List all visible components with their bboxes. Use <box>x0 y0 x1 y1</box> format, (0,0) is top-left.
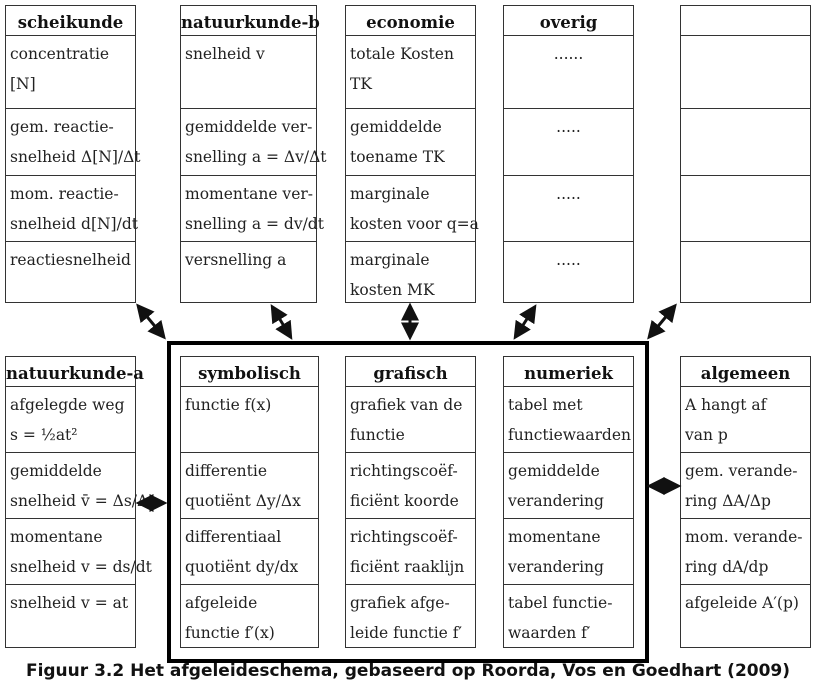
numeriek-cell-1: tabel met functiewaarden <box>508 396 631 444</box>
symbolisch-header: symbolisch <box>181 357 318 387</box>
natuurkunde-b-cell-2: gemiddelde ver- snelling a = Δv/Δt <box>181 108 316 175</box>
empty-cell-2 <box>681 108 810 175</box>
algemeen-cell-2: gem. verande- ring ΔA/Δp <box>681 452 810 518</box>
economie-cell-3: marginale kosten voor q=a <box>346 175 475 241</box>
natuurkunde-a-cell-1: afgelegde weg s = ½at² <box>10 396 125 444</box>
overig-cell-3: ..... <box>504 175 633 241</box>
numeriek-cell-4: tabel functie- waarden f′ <box>504 584 633 648</box>
natuurkunde-a-cell-2: gemiddelde snelheid v̄ = Δs/Δt <box>6 452 135 518</box>
scheikunde-table <box>5 5 141 303</box>
algemeen-header: algemeen <box>681 357 810 387</box>
figure-caption: Figuur 3.2 Het afgeleideschema, gebaseerd op Roorda, Vos en Goedhart (2009) <box>25 661 791 681</box>
arrow-empty <box>650 307 674 336</box>
arrow-scheikunde <box>139 307 163 336</box>
numeriek-cell-3: momentane verandering <box>504 518 633 584</box>
economie-cell-4: marginale kosten MK <box>346 241 475 303</box>
natuurkunde-b-cell-1: snelheid v <box>185 45 265 63</box>
numeriek-cell-2: gemiddelde verandering <box>504 452 633 518</box>
symbolisch-cell-1: functie f(x) <box>185 396 272 414</box>
grafisch-cell-4: grafiek afge- leide functie f′ <box>346 584 475 648</box>
symbolisch-cell-3: differentiaal quotiënt dy/dx <box>181 518 318 584</box>
algemeen-table <box>680 356 811 648</box>
algemeen-cell-4: afgeleide A′(p) <box>681 584 810 648</box>
symbolisch-cell-2: differentie quotiënt Δy/Δx <box>181 452 318 518</box>
economie-cell-2: gemiddelde toename TK <box>346 108 475 175</box>
empty-cell-4 <box>681 241 810 303</box>
natuurkunde-a-header: natuurkunde-a <box>6 357 135 387</box>
overig-cell-1: ...... <box>553 45 584 63</box>
overig-header: overig <box>504 6 633 36</box>
overig-cell-2: ..... <box>504 108 633 175</box>
algemeen-cell-3: mom. verande- ring dA/dp <box>681 518 810 584</box>
grafisch-header: grafisch <box>346 357 475 387</box>
natuurkunde-a-cell-3: momentane snelheid v = ds/dt <box>6 518 135 584</box>
empty-table <box>680 5 811 303</box>
economie-table <box>345 5 479 303</box>
natuurkunde-a-cell-4: snelheid v = at <box>6 584 135 648</box>
empty-cell-1 <box>681 36 810 108</box>
arrow-overig <box>516 308 534 336</box>
natuurkunde-b-cell-4: versnelling a <box>181 241 316 303</box>
empty-header <box>681 6 810 36</box>
economie-cell-1: totale Kosten TK <box>350 45 454 93</box>
overig-table <box>503 5 634 303</box>
arrow-natuurkunde-b <box>273 308 290 336</box>
scheikunde-cell-3: mom. reactie- snelheid d[N]/dt <box>6 175 135 241</box>
natuurkunde-b-table <box>180 5 327 303</box>
algemeen-cell-1: A hangt af van p <box>685 396 767 444</box>
symbolisch-cell-4: afgeleide functie f′(x) <box>181 584 318 648</box>
numeriek-header: numeriek <box>504 357 633 387</box>
central-frame <box>167 341 649 663</box>
economie-header: economie <box>346 6 475 36</box>
natuurkunde-b-cell-3: momentane ver- snelling a = dv/dt <box>181 175 316 241</box>
natuurkunde-b-header: natuurkunde-b <box>181 6 316 36</box>
scheikunde-cell-2: gem. reactie- snelheid Δ[N]/Δt <box>6 108 135 175</box>
scheikunde-cell-4: reactiesnelheid <box>6 241 135 303</box>
empty-cell-3 <box>681 175 810 241</box>
natuurkunde-a-table <box>5 356 155 648</box>
grafisch-cell-1: grafiek van de functie <box>350 396 463 444</box>
scheikunde-header: scheikunde <box>6 6 135 36</box>
grafisch-cell-3: richtingscoëf- ficiënt raaklijn <box>346 518 475 584</box>
scheikunde-cell-1: concentratie [N] <box>10 45 110 93</box>
overig-cell-4: ..... <box>504 241 633 303</box>
grafisch-cell-2: richtingscoëf- ficiënt koorde <box>346 452 475 518</box>
